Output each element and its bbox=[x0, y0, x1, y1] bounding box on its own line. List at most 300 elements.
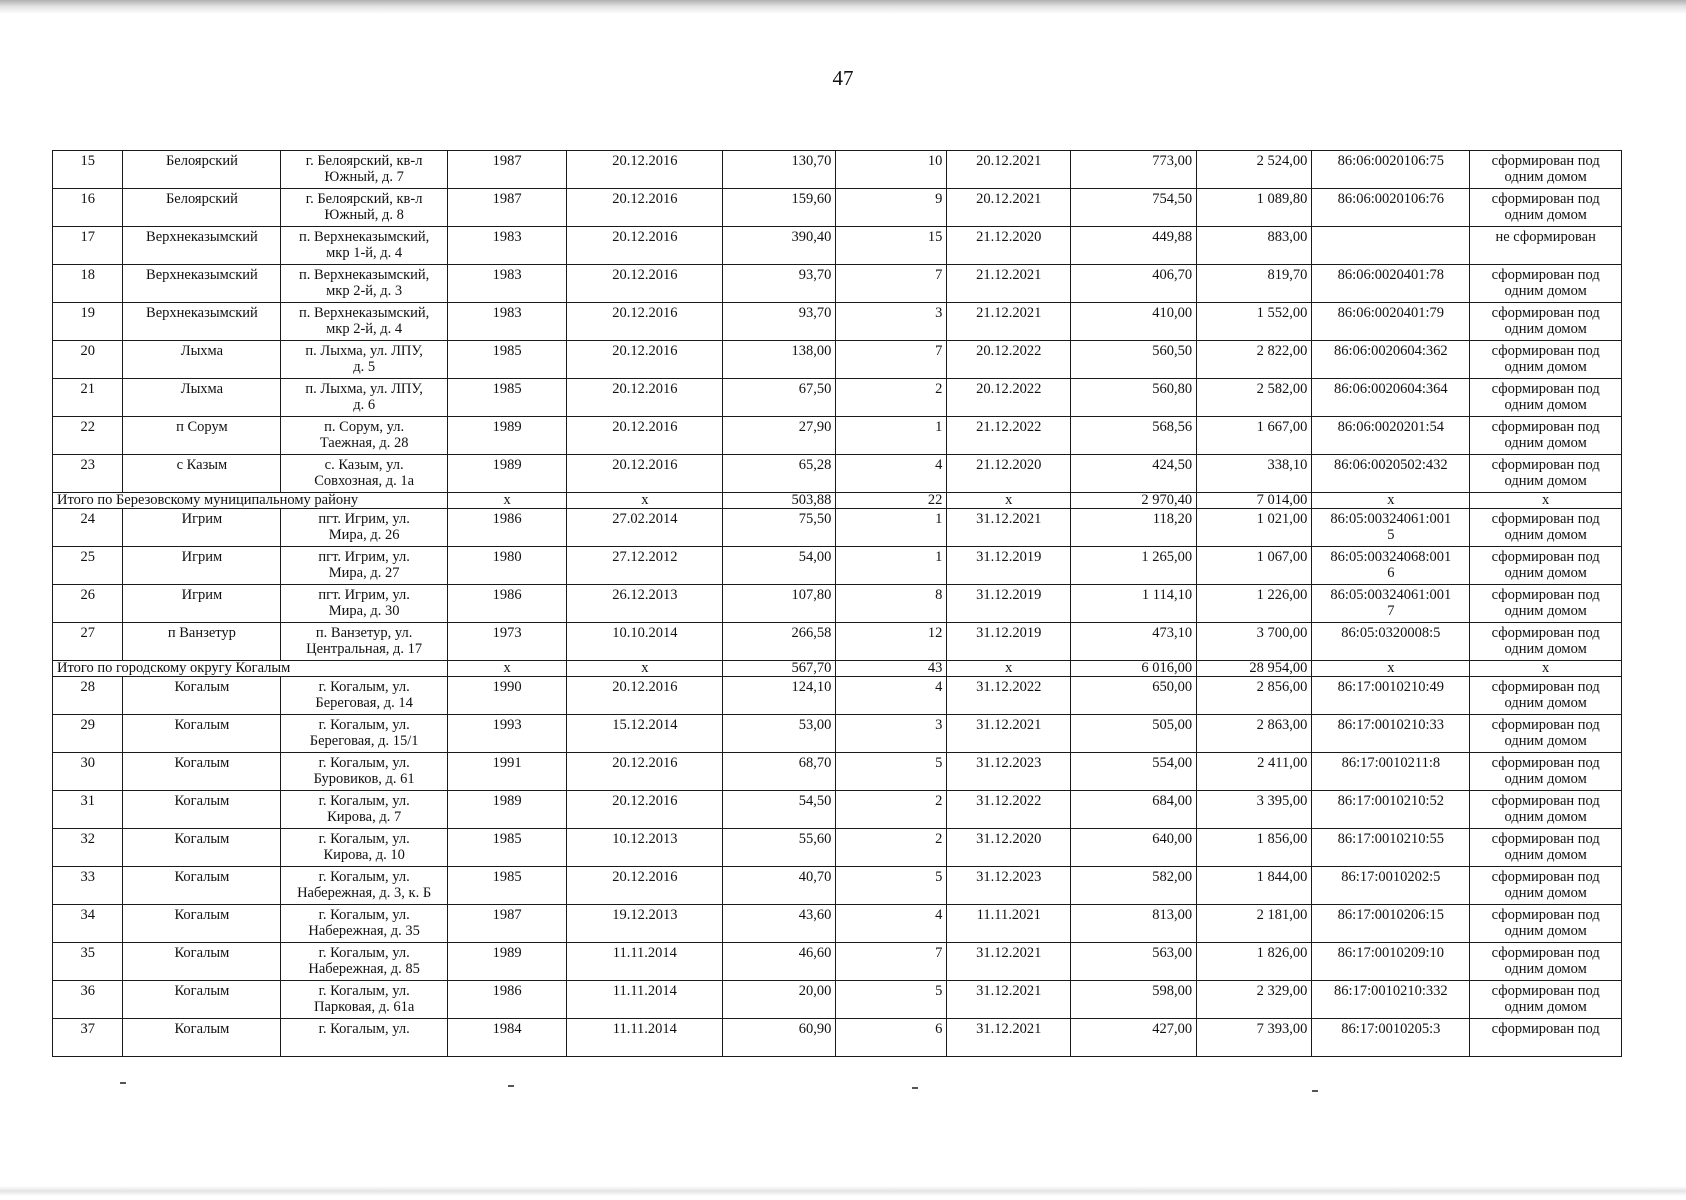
residents-cell: 4 bbox=[836, 455, 947, 493]
date-recognized-cell: 26.12.2013 bbox=[567, 585, 723, 623]
land-status-cell bbox=[1470, 151, 1622, 189]
year-cell: 1985 bbox=[447, 379, 567, 417]
land-status-text: сформирован под одним домом bbox=[1491, 679, 1600, 711]
residents-cell: 22 bbox=[836, 493, 947, 509]
residents-cell: 1 bbox=[836, 547, 947, 585]
area-cell: 54,00 bbox=[723, 547, 836, 585]
year-cell: 1989 bbox=[447, 943, 567, 981]
land-status-text: сформирован под одним домом bbox=[1491, 153, 1600, 185]
table-row bbox=[53, 867, 1622, 905]
cadastral-number-cell bbox=[1312, 715, 1470, 753]
residents-cell: 2 bbox=[836, 379, 947, 417]
settlement-cell: Когалым bbox=[123, 791, 281, 829]
value-cell: 28 954,00 bbox=[1197, 661, 1312, 677]
table-row bbox=[53, 151, 1622, 189]
land-status-cell bbox=[1470, 303, 1622, 341]
date-recognized-cell: 20.12.2016 bbox=[567, 753, 723, 791]
area-cell: 138,00 bbox=[723, 341, 836, 379]
value-cell: 640,00 bbox=[1071, 829, 1197, 867]
scan-edge-top bbox=[0, 0, 1686, 14]
table-row bbox=[53, 341, 1622, 379]
cadastral-number-cell bbox=[1312, 547, 1470, 585]
row-number: 31 bbox=[53, 791, 123, 829]
land-status-cell: х bbox=[1470, 661, 1622, 677]
value-cell: 410,00 bbox=[1071, 303, 1197, 341]
date-resettle-cell: 21.12.2020 bbox=[947, 455, 1071, 493]
table-row bbox=[53, 509, 1622, 547]
land-status-text: сформирован под одним домом bbox=[1491, 587, 1600, 619]
address-cell bbox=[281, 981, 448, 1019]
year-cell: 1989 bbox=[447, 455, 567, 493]
address-text: г. Когалым, ул. Береговая, д. 15/1 bbox=[309, 717, 419, 749]
year-cell: 1983 bbox=[447, 227, 567, 265]
table-row bbox=[53, 943, 1622, 981]
area-cell: 27,90 bbox=[723, 417, 836, 455]
land-status-text: сформирован под одним домом bbox=[1491, 511, 1600, 543]
land-status-text: сформирован под одним домом bbox=[1491, 549, 1600, 581]
cadastral-number-text: 86:17:0010210:52 bbox=[1337, 793, 1445, 809]
date-recognized-cell: 10.12.2013 bbox=[567, 829, 723, 867]
table-row bbox=[53, 981, 1622, 1019]
year-cell: 1983 bbox=[447, 265, 567, 303]
value-cell: 2 863,00 bbox=[1197, 715, 1312, 753]
table-row bbox=[53, 585, 1622, 623]
table-row bbox=[53, 715, 1622, 753]
housing-registry-table bbox=[52, 150, 1622, 1057]
date-resettle-cell: х bbox=[947, 661, 1071, 677]
address-cell bbox=[281, 623, 448, 661]
area-cell: 54,50 bbox=[723, 791, 836, 829]
scan-speck bbox=[912, 1087, 918, 1089]
cadastral-number-cell bbox=[1312, 753, 1470, 791]
land-status-text: сформирован под одним домом bbox=[1491, 983, 1600, 1015]
residents-cell: 7 bbox=[836, 265, 947, 303]
land-status-cell bbox=[1470, 715, 1622, 753]
year-cell: 1989 bbox=[447, 791, 567, 829]
date-recognized-cell: 20.12.2016 bbox=[567, 303, 723, 341]
cadastral-number-cell bbox=[1312, 417, 1470, 455]
value-cell: 406,70 bbox=[1071, 265, 1197, 303]
area-cell: 107,80 bbox=[723, 585, 836, 623]
address-text: г. Белоярский, кв-л Южный, д. 8 bbox=[305, 191, 423, 223]
value-cell: 2 856,00 bbox=[1197, 677, 1312, 715]
date-resettle-cell: 21.12.2020 bbox=[947, 227, 1071, 265]
value-cell: 1 667,00 bbox=[1197, 417, 1312, 455]
address-cell bbox=[281, 677, 448, 715]
cadastral-number-cell bbox=[1312, 227, 1470, 265]
date-recognized-cell: 20.12.2016 bbox=[567, 791, 723, 829]
cadastral-number-text: 86:06:0020106:76 bbox=[1337, 191, 1445, 207]
residents-cell: 3 bbox=[836, 303, 947, 341]
residents-cell: 5 bbox=[836, 867, 947, 905]
date-resettle-cell: 31.12.2022 bbox=[947, 791, 1071, 829]
year-cell: 1990 bbox=[447, 677, 567, 715]
row-number: 23 bbox=[53, 455, 123, 493]
area-cell: 130,70 bbox=[723, 151, 836, 189]
value-cell: 2 411,00 bbox=[1197, 753, 1312, 791]
area-cell: 390,40 bbox=[723, 227, 836, 265]
value-cell: 1 114,10 bbox=[1071, 585, 1197, 623]
cadastral-number-text: 86:06:0020401:78 bbox=[1337, 267, 1445, 283]
address-cell bbox=[281, 867, 448, 905]
value-cell: 2 582,00 bbox=[1197, 379, 1312, 417]
cadastral-number-cell bbox=[1312, 905, 1470, 943]
value-cell: 2 329,00 bbox=[1197, 981, 1312, 1019]
value-cell: 505,00 bbox=[1071, 715, 1197, 753]
settlement-cell: с Казым bbox=[123, 455, 281, 493]
address-cell bbox=[281, 509, 448, 547]
value-cell: 7 014,00 bbox=[1197, 493, 1312, 509]
row-number: 21 bbox=[53, 379, 123, 417]
address-cell bbox=[281, 791, 448, 829]
value-cell: 1 226,00 bbox=[1197, 585, 1312, 623]
settlement-cell: Когалым bbox=[123, 1019, 281, 1057]
cadastral-number-text: 86:17:0010210:55 bbox=[1337, 831, 1445, 847]
row-number: 35 bbox=[53, 943, 123, 981]
year-cell: 1985 bbox=[447, 829, 567, 867]
date-recognized-cell: 11.11.2014 bbox=[567, 1019, 723, 1057]
address-text: пгт. Игрим, ул. Мира, д. 30 bbox=[318, 587, 410, 619]
cadastral-number-text: 86:06:0020604:364 bbox=[1334, 381, 1448, 397]
year-cell: 1989 bbox=[447, 417, 567, 455]
address-cell bbox=[281, 227, 448, 265]
settlement-cell: Верхнеказымский bbox=[123, 227, 281, 265]
address-cell bbox=[281, 189, 448, 227]
area-cell: 93,70 bbox=[723, 265, 836, 303]
year-cell: 1987 bbox=[447, 905, 567, 943]
value-cell: 554,00 bbox=[1071, 753, 1197, 791]
cadastral-number-cell bbox=[1312, 943, 1470, 981]
date-resettle-cell: 31.12.2021 bbox=[947, 1019, 1071, 1057]
value-cell: 338,10 bbox=[1197, 455, 1312, 493]
date-recognized-cell: 11.11.2014 bbox=[567, 943, 723, 981]
address-cell bbox=[281, 943, 448, 981]
cadastral-number-text: 86:17:0010206:15 bbox=[1337, 907, 1445, 923]
date-recognized-cell: 27.12.2012 bbox=[567, 547, 723, 585]
residents-cell: 5 bbox=[836, 753, 947, 791]
cadastral-number-cell bbox=[1312, 1019, 1470, 1057]
address-cell bbox=[281, 1019, 448, 1057]
table-row bbox=[53, 905, 1622, 943]
settlement-cell: Белоярский bbox=[123, 151, 281, 189]
land-status-cell bbox=[1470, 623, 1622, 661]
settlement-cell: Белоярский bbox=[123, 189, 281, 227]
date-recognized-cell: 20.12.2016 bbox=[567, 265, 723, 303]
land-status-text: не сформирован bbox=[1495, 229, 1596, 245]
address-text: г. Когалым, ул. Парковая, д. 61а bbox=[313, 983, 415, 1015]
date-resettle-cell: х bbox=[947, 493, 1071, 509]
address-text: г. Когалым, ул. Кирова, д. 10 bbox=[318, 831, 410, 863]
area-cell: 53,00 bbox=[723, 715, 836, 753]
land-status-cell bbox=[1470, 455, 1622, 493]
row-number: 25 bbox=[53, 547, 123, 585]
date-resettle-cell: 31.12.2023 bbox=[947, 867, 1071, 905]
settlement-cell: Игрим bbox=[123, 509, 281, 547]
cadastral-number-text: 86:06:0020201:54 bbox=[1337, 419, 1445, 435]
row-number: 26 bbox=[53, 585, 123, 623]
cadastral-number-cell bbox=[1312, 677, 1470, 715]
year-cell: 1986 bbox=[447, 981, 567, 1019]
table-row bbox=[53, 753, 1622, 791]
cadastral-number-text: 86:17:0010210:332 bbox=[1334, 983, 1448, 999]
year-cell: 1983 bbox=[447, 303, 567, 341]
address-text: п. Сорум, ул. Таежная, д. 28 bbox=[319, 419, 409, 451]
value-cell: 2 970,40 bbox=[1071, 493, 1197, 509]
area-cell: 159,60 bbox=[723, 189, 836, 227]
date-resettle-cell: 21.12.2021 bbox=[947, 303, 1071, 341]
row-number: 16 bbox=[53, 189, 123, 227]
address-cell bbox=[281, 585, 448, 623]
cadastral-number-cell bbox=[1312, 265, 1470, 303]
subtotal-row bbox=[53, 661, 1622, 677]
address-text: г. Когалым, ул. Береговая, д. 14 bbox=[315, 679, 413, 711]
area-cell: 43,60 bbox=[723, 905, 836, 943]
cadastral-number-text: 86:06:0020502:432 bbox=[1334, 457, 1448, 473]
value-cell: 427,00 bbox=[1071, 1019, 1197, 1057]
value-cell: 650,00 bbox=[1071, 677, 1197, 715]
cadastral-number-text: 86:06:0020604:362 bbox=[1334, 343, 1448, 359]
row-number: 33 bbox=[53, 867, 123, 905]
value-cell: 563,00 bbox=[1071, 943, 1197, 981]
cadastral-number-cell bbox=[1312, 509, 1470, 547]
table-row bbox=[53, 455, 1622, 493]
date-resettle-cell: 20.12.2022 bbox=[947, 341, 1071, 379]
date-recognized-cell: 11.11.2014 bbox=[567, 981, 723, 1019]
residents-cell: 15 bbox=[836, 227, 947, 265]
value-cell: 6 016,00 bbox=[1071, 661, 1197, 677]
table-row bbox=[53, 189, 1622, 227]
address-text: г. Белоярский, кв-л Южный, д. 7 bbox=[305, 153, 423, 185]
address-text: п. Верхнеказымский, мкр 1-й, д. 4 bbox=[298, 229, 430, 261]
table-row bbox=[53, 829, 1622, 867]
date-resettle-cell: 31.12.2021 bbox=[947, 943, 1071, 981]
address-cell bbox=[281, 455, 448, 493]
cadastral-number-cell bbox=[1312, 341, 1470, 379]
row-number: 29 bbox=[53, 715, 123, 753]
value-cell: 118,20 bbox=[1071, 509, 1197, 547]
date-recognized-cell: 19.12.2013 bbox=[567, 905, 723, 943]
date-recognized-cell: 20.12.2016 bbox=[567, 341, 723, 379]
land-status-cell bbox=[1470, 829, 1622, 867]
value-cell: 819,70 bbox=[1197, 265, 1312, 303]
value-cell: 3 700,00 bbox=[1197, 623, 1312, 661]
address-cell bbox=[281, 303, 448, 341]
residents-cell: 4 bbox=[836, 905, 947, 943]
date-recognized-cell: 20.12.2016 bbox=[567, 677, 723, 715]
address-text: пгт. Игрим, ул. Мира, д. 26 bbox=[318, 511, 410, 543]
area-cell: 68,70 bbox=[723, 753, 836, 791]
subtotal-row bbox=[53, 493, 1622, 509]
value-cell: 1 826,00 bbox=[1197, 943, 1312, 981]
date-resettle-cell: 31.12.2019 bbox=[947, 547, 1071, 585]
row-number: 22 bbox=[53, 417, 123, 455]
date-resettle-cell: 21.12.2022 bbox=[947, 417, 1071, 455]
row-number: 36 bbox=[53, 981, 123, 1019]
land-status-cell bbox=[1470, 379, 1622, 417]
value-cell: 1 856,00 bbox=[1197, 829, 1312, 867]
cadastral-number-cell bbox=[1312, 379, 1470, 417]
residents-cell: 7 bbox=[836, 943, 947, 981]
land-status-text: сформирован под одним домом bbox=[1491, 419, 1600, 451]
area-cell: 567,70 bbox=[723, 661, 836, 677]
land-status-text: сформирован под bbox=[1491, 1021, 1600, 1037]
registry-body bbox=[53, 151, 1622, 1057]
value-cell: 449,88 bbox=[1071, 227, 1197, 265]
date-resettle-cell: 20.12.2021 bbox=[947, 189, 1071, 227]
land-status-text: сформирован под одним домом bbox=[1491, 381, 1600, 413]
date-recognized-cell: 10.10.2014 bbox=[567, 623, 723, 661]
row-number: 15 bbox=[53, 151, 123, 189]
date-recognized-cell: 20.12.2016 bbox=[567, 867, 723, 905]
cadastral-number-cell bbox=[1312, 585, 1470, 623]
residents-cell: 2 bbox=[836, 829, 947, 867]
year-cell: 1980 bbox=[447, 547, 567, 585]
address-cell bbox=[281, 829, 448, 867]
settlement-cell: Когалым bbox=[123, 753, 281, 791]
table-row bbox=[53, 791, 1622, 829]
address-cell bbox=[281, 715, 448, 753]
settlement-cell: п Сорум bbox=[123, 417, 281, 455]
date-recognized-cell: 27.02.2014 bbox=[567, 509, 723, 547]
settlement-cell: Верхнеказымский bbox=[123, 265, 281, 303]
year-cell: 1986 bbox=[447, 585, 567, 623]
table-row bbox=[53, 379, 1622, 417]
date-resettle-cell: 21.12.2021 bbox=[947, 265, 1071, 303]
date-recognized-cell: х bbox=[567, 661, 723, 677]
address-cell bbox=[281, 547, 448, 585]
subtotal-label: Итого по Березовскому муниципальному району bbox=[53, 493, 448, 509]
area-cell: 55,60 bbox=[723, 829, 836, 867]
cadastral-number-cell: х bbox=[1312, 493, 1470, 509]
settlement-cell: Когалым bbox=[123, 715, 281, 753]
date-resettle-cell: 31.12.2023 bbox=[947, 753, 1071, 791]
cadastral-number-cell bbox=[1312, 829, 1470, 867]
residents-cell: 8 bbox=[836, 585, 947, 623]
settlement-cell: Когалым bbox=[123, 905, 281, 943]
area-cell: 46,60 bbox=[723, 943, 836, 981]
row-number: 18 bbox=[53, 265, 123, 303]
date-resettle-cell: 31.12.2019 bbox=[947, 585, 1071, 623]
settlement-cell: Игрим bbox=[123, 547, 281, 585]
residents-cell: 5 bbox=[836, 981, 947, 1019]
date-resettle-cell: 11.11.2021 bbox=[947, 905, 1071, 943]
cadastral-number-text: 86:05:00324061:001 7 bbox=[1330, 587, 1452, 619]
residents-cell: 7 bbox=[836, 341, 947, 379]
address-text: г. Когалым, ул. Буровиков, д. 61 bbox=[313, 755, 415, 787]
value-cell: 582,00 bbox=[1071, 867, 1197, 905]
cadastral-number-text: 86:17:0010205:3 bbox=[1341, 1021, 1441, 1037]
land-status-text: сформирован под одним домом bbox=[1491, 343, 1600, 375]
year-cell: 1986 bbox=[447, 509, 567, 547]
value-cell: 473,10 bbox=[1071, 623, 1197, 661]
land-status-cell bbox=[1470, 189, 1622, 227]
residents-cell: 43 bbox=[836, 661, 947, 677]
value-cell: 7 393,00 bbox=[1197, 1019, 1312, 1057]
area-cell: 20,00 bbox=[723, 981, 836, 1019]
land-status-text: сформирован под одним домом bbox=[1491, 945, 1600, 977]
address-text: п. Лыхма, ул. ЛПУ, д. 6 bbox=[305, 381, 423, 413]
row-number: 19 bbox=[53, 303, 123, 341]
table-row bbox=[53, 417, 1622, 455]
area-cell: 65,28 bbox=[723, 455, 836, 493]
address-text: п. Верхнеказымский, мкр 2-й, д. 3 bbox=[298, 267, 430, 299]
settlement-cell: п Ванзетур bbox=[123, 623, 281, 661]
land-status-text: сформирован под одним домом bbox=[1491, 267, 1600, 299]
land-status-cell: х bbox=[1470, 493, 1622, 509]
area-cell: 75,50 bbox=[723, 509, 836, 547]
date-recognized-cell: 20.12.2016 bbox=[567, 417, 723, 455]
land-status-cell bbox=[1470, 1019, 1622, 1057]
cadastral-number-text: 86:05:00324061:001 5 bbox=[1330, 511, 1452, 543]
value-cell: 2 822,00 bbox=[1197, 341, 1312, 379]
row-number: 32 bbox=[53, 829, 123, 867]
land-status-cell bbox=[1470, 547, 1622, 585]
date-recognized-cell: 20.12.2016 bbox=[567, 227, 723, 265]
address-text: с. Казым, ул. Совхозная, д. 1а bbox=[314, 457, 415, 489]
cadastral-number-cell bbox=[1312, 791, 1470, 829]
value-cell: 684,00 bbox=[1071, 791, 1197, 829]
table-row bbox=[53, 623, 1622, 661]
cadastral-number-cell bbox=[1312, 189, 1470, 227]
value-cell: 883,00 bbox=[1197, 227, 1312, 265]
land-status-cell bbox=[1470, 585, 1622, 623]
land-status-cell bbox=[1470, 753, 1622, 791]
date-recognized-cell: 20.12.2016 bbox=[567, 151, 723, 189]
land-status-cell bbox=[1470, 265, 1622, 303]
address-cell bbox=[281, 265, 448, 303]
row-number: 17 bbox=[53, 227, 123, 265]
value-cell: 813,00 bbox=[1071, 905, 1197, 943]
settlement-cell: Когалым bbox=[123, 943, 281, 981]
year-cell: 1991 bbox=[447, 753, 567, 791]
year-cell: х bbox=[447, 493, 567, 509]
cadastral-number-cell bbox=[1312, 151, 1470, 189]
residents-cell: 10 bbox=[836, 151, 947, 189]
date-recognized-cell: х bbox=[567, 493, 723, 509]
year-cell: 1985 bbox=[447, 341, 567, 379]
cadastral-number-cell: х bbox=[1312, 661, 1470, 677]
date-recognized-cell: 20.12.2016 bbox=[567, 379, 723, 417]
address-text: г. Когалым, ул. Набережная, д. 3, к. Б bbox=[297, 869, 432, 901]
cadastral-number-cell bbox=[1312, 455, 1470, 493]
value-cell: 2 524,00 bbox=[1197, 151, 1312, 189]
land-status-text: сформирован под одним домом bbox=[1491, 907, 1600, 939]
settlement-cell: Когалым bbox=[123, 867, 281, 905]
settlement-cell: Лыхма bbox=[123, 341, 281, 379]
value-cell: 773,00 bbox=[1071, 151, 1197, 189]
value-cell: 2 181,00 bbox=[1197, 905, 1312, 943]
cadastral-number-text: 86:17:0010209:10 bbox=[1337, 945, 1445, 961]
scan-speck bbox=[508, 1085, 514, 1087]
scan-speck bbox=[1312, 1090, 1318, 1092]
scan-edge-bottom bbox=[0, 1186, 1686, 1196]
address-cell bbox=[281, 379, 448, 417]
address-cell bbox=[281, 753, 448, 791]
address-text: пгт. Игрим, ул. Мира, д. 27 bbox=[318, 549, 410, 581]
land-status-text: сформирован под одним домом bbox=[1491, 831, 1600, 863]
date-resettle-cell: 20.12.2021 bbox=[947, 151, 1071, 189]
date-resettle-cell: 31.12.2021 bbox=[947, 715, 1071, 753]
date-resettle-cell: 31.12.2021 bbox=[947, 981, 1071, 1019]
residents-cell: 1 bbox=[836, 417, 947, 455]
cadastral-number-cell bbox=[1312, 623, 1470, 661]
value-cell: 3 395,00 bbox=[1197, 791, 1312, 829]
area-cell: 67,50 bbox=[723, 379, 836, 417]
land-status-text: сформирован под одним домом bbox=[1491, 793, 1600, 825]
year-cell: 1985 bbox=[447, 867, 567, 905]
value-cell: 560,50 bbox=[1071, 341, 1197, 379]
date-resettle-cell: 31.12.2021 bbox=[947, 509, 1071, 547]
